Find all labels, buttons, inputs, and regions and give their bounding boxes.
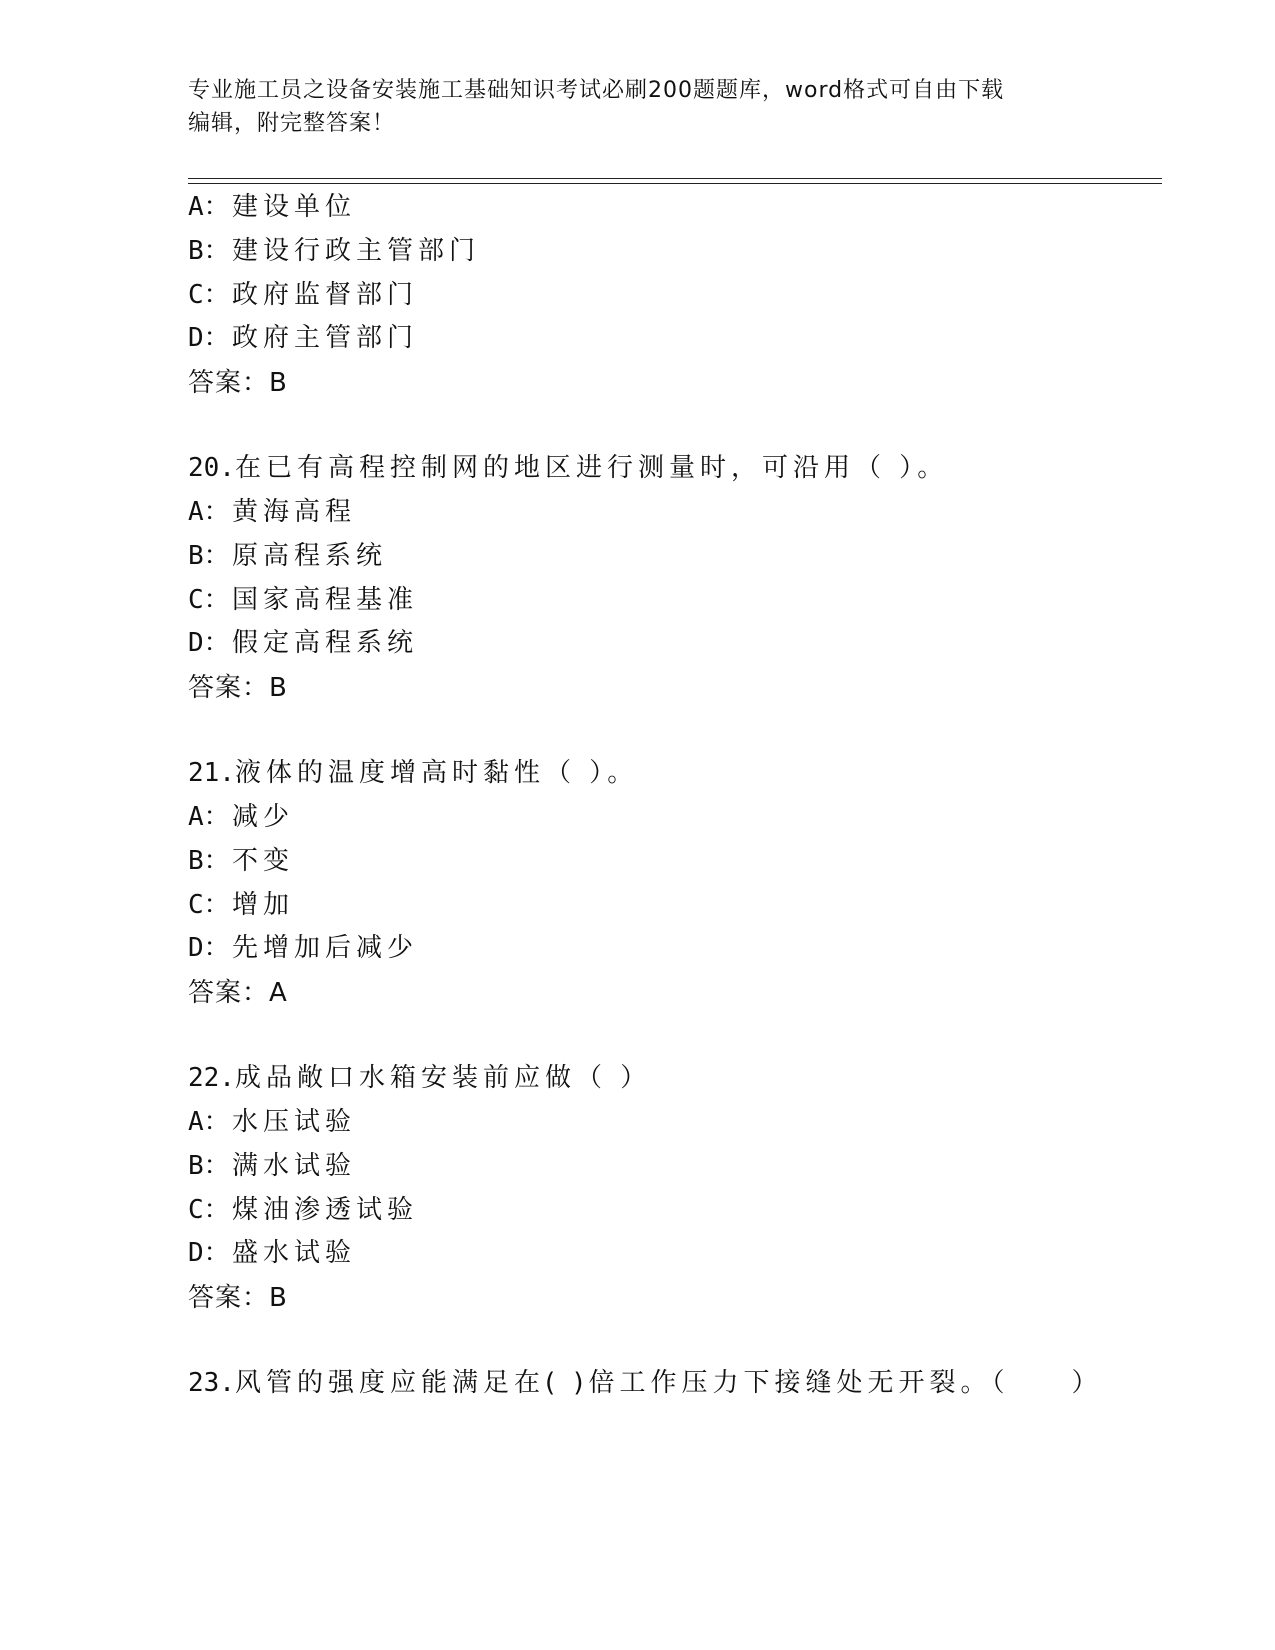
option-d bbox=[188, 322, 418, 354]
option-text: 建设行政主管部门 bbox=[232, 236, 481, 266]
option-b bbox=[188, 1150, 356, 1182]
option-text: 政府主管部门 bbox=[232, 323, 419, 353]
option-text: 黄海高程 bbox=[232, 497, 357, 527]
answer-line: 答案：B bbox=[188, 1283, 288, 1313]
option-d bbox=[188, 627, 418, 659]
option-text: 国家高程基准 bbox=[232, 585, 419, 615]
option-a bbox=[188, 496, 356, 528]
answer-line: 答案：B bbox=[188, 368, 288, 398]
option-text: 减少 bbox=[232, 802, 295, 832]
option-text: 增加 bbox=[232, 890, 295, 920]
option-letter: D： bbox=[188, 933, 230, 963]
question-text: 成品敞口水箱安装前应做（ ） bbox=[234, 1063, 652, 1093]
option-text: 满水试验 bbox=[232, 1151, 357, 1181]
option-c bbox=[188, 584, 418, 616]
option-d bbox=[188, 932, 418, 964]
question-text: 在已有高程控制网的地区进行测量时，可沿用（ ）。 bbox=[234, 453, 949, 483]
question-stem bbox=[188, 1062, 651, 1094]
option-d bbox=[188, 1237, 356, 1269]
question-stem bbox=[188, 1367, 1103, 1399]
option-text: 政府监督部门 bbox=[232, 280, 419, 310]
option-letter: D： bbox=[188, 628, 230, 658]
question-stem bbox=[188, 452, 948, 484]
option-letter: A： bbox=[188, 192, 230, 222]
option-letter: D： bbox=[188, 1238, 230, 1268]
option-text: 盛水试验 bbox=[232, 1238, 357, 1268]
option-c bbox=[188, 889, 294, 921]
option-letter: A： bbox=[188, 497, 230, 527]
option-b bbox=[188, 845, 294, 877]
answer-line: 答案：A bbox=[188, 978, 288, 1008]
question-text: 液体的温度增高时黏性（ ）。 bbox=[234, 758, 639, 788]
option-letter: B： bbox=[188, 541, 230, 571]
option-letter: C： bbox=[188, 585, 230, 615]
question-number: 20. bbox=[188, 453, 235, 483]
option-text: 先增加后减少 bbox=[232, 933, 419, 963]
option-c bbox=[188, 1194, 418, 1226]
option-text: 煤油渗透试验 bbox=[232, 1195, 419, 1225]
header-line-1: 专业施工员之设备安装施工基础知识考试必刷200题题库，word格式可自由下载 bbox=[188, 78, 1005, 103]
option-letter: B： bbox=[188, 846, 230, 876]
option-a bbox=[188, 1106, 356, 1138]
option-letter: C： bbox=[188, 890, 230, 920]
option-letter: D： bbox=[188, 323, 230, 353]
document-header bbox=[188, 74, 1088, 140]
option-letter: A： bbox=[188, 1107, 230, 1137]
question-number: 22. bbox=[188, 1063, 235, 1093]
option-c bbox=[188, 279, 418, 311]
option-letter: C： bbox=[188, 1195, 230, 1225]
option-b bbox=[188, 540, 387, 572]
question-text: 风管的强度应能满足在( )倍工作压力下接缝处无开裂。（ ） bbox=[234, 1368, 1103, 1398]
header-line-2: 编辑，附完整答案！ bbox=[188, 111, 396, 136]
answer-line: 答案：B bbox=[188, 673, 288, 703]
question-number: 21. bbox=[188, 758, 235, 788]
question-stem bbox=[188, 757, 638, 789]
option-letter: B： bbox=[188, 236, 230, 266]
option-letter: A： bbox=[188, 802, 230, 832]
option-text: 水压试验 bbox=[232, 1107, 357, 1137]
header-divider-top bbox=[188, 178, 1162, 179]
option-letter: C： bbox=[188, 280, 230, 310]
question-number: 23. bbox=[188, 1368, 235, 1398]
option-a bbox=[188, 801, 294, 833]
option-letter: B： bbox=[188, 1151, 230, 1181]
option-text: 假定高程系统 bbox=[232, 628, 419, 658]
option-a bbox=[188, 191, 356, 223]
option-text: 原高程系统 bbox=[232, 541, 388, 571]
option-b bbox=[188, 235, 480, 267]
option-text: 建设单位 bbox=[232, 192, 357, 222]
option-text: 不变 bbox=[232, 846, 295, 876]
header-divider-bottom bbox=[188, 183, 1162, 184]
